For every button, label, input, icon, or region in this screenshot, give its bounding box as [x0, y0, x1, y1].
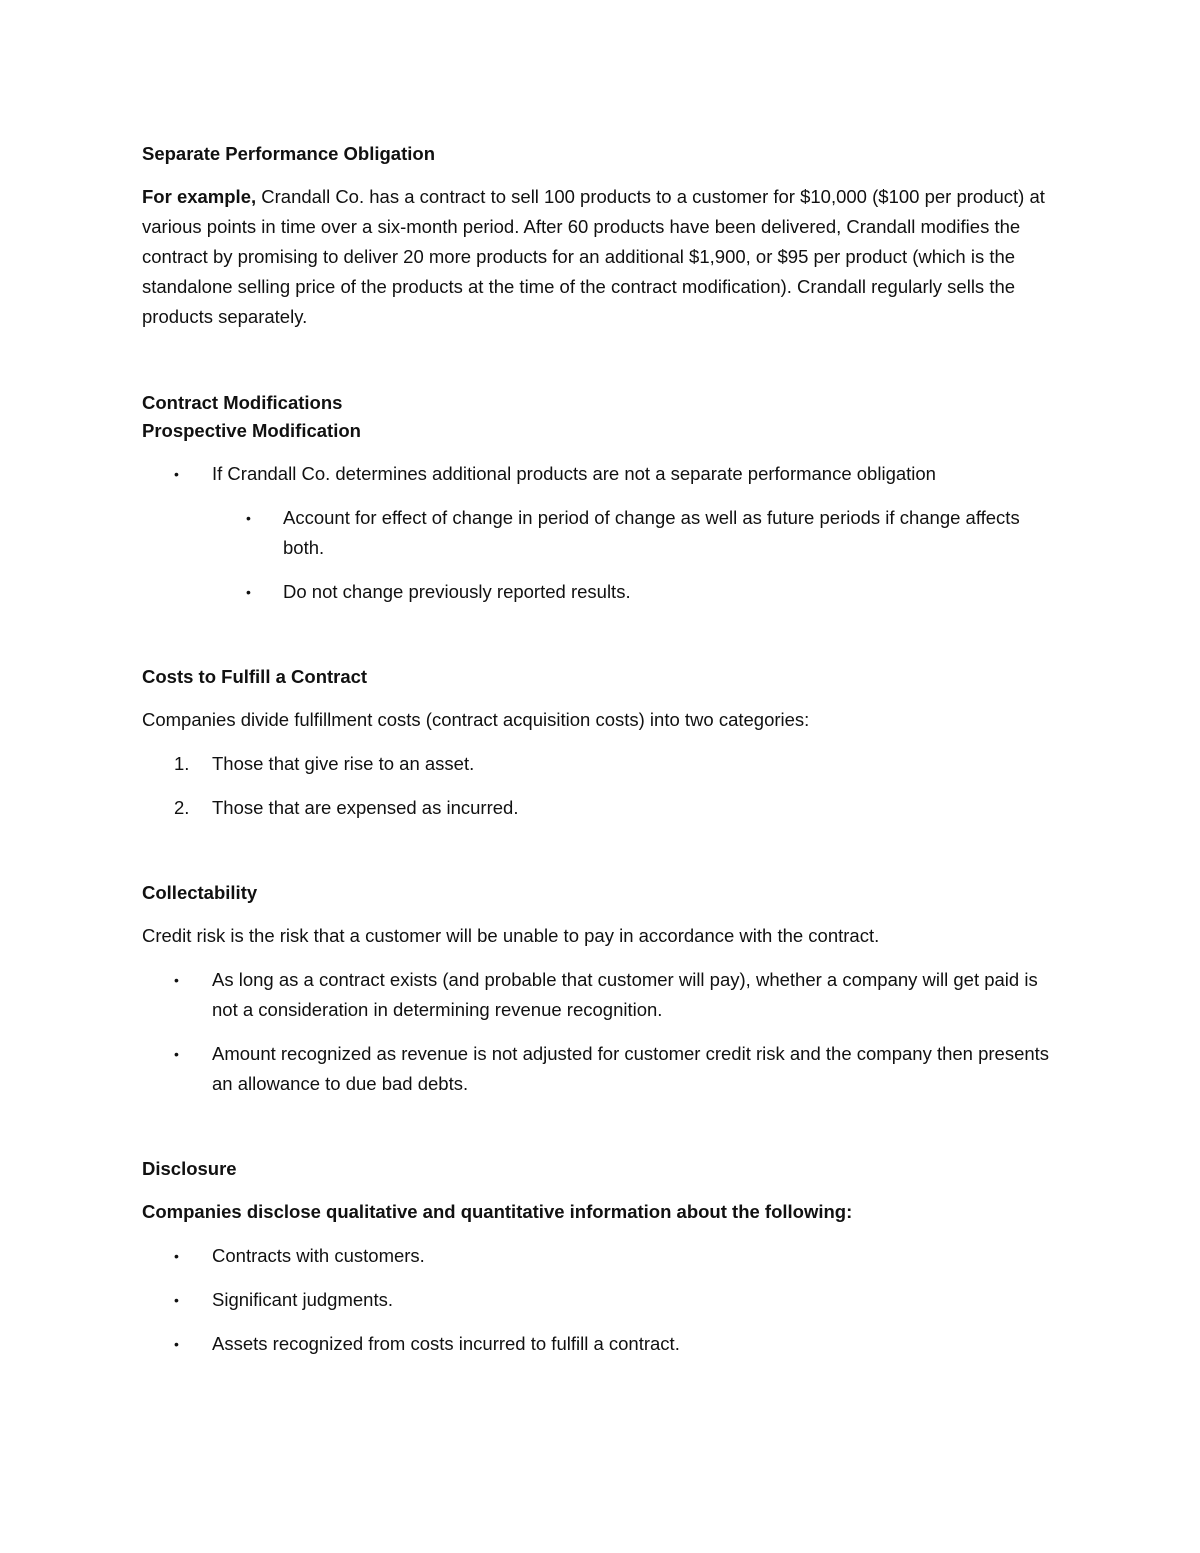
heading-contract-modifications: Contract Modifications	[142, 392, 343, 413]
list-item-text: Those that give rise to an asset.	[212, 753, 475, 774]
example-paragraph	[142, 182, 1062, 332]
heading-separate-performance-obligation: Separate Performance Obligation	[142, 143, 436, 164]
disclosure-intro: Companies disclose qualitative and quantitative information about the following:	[142, 1201, 853, 1222]
bullet-icon: •	[174, 466, 179, 482]
bullet-icon: •	[174, 1292, 179, 1308]
collectability-intro: Credit risk is the risk that a customer will be unable to pay in accordance with the contract.	[142, 925, 880, 946]
bullet-icon: •	[174, 1248, 179, 1264]
bullet-icon: •	[174, 972, 179, 988]
list-item	[142, 1039, 1062, 1099]
list-item-text: Account for effect of change in period of change as well as future periods if change affects both.	[283, 507, 1020, 558]
bullet-icon: •	[246, 510, 251, 526]
list-item	[142, 1329, 1062, 1359]
costs-list	[142, 749, 1062, 823]
heading-disclosure: Disclosure	[142, 1158, 237, 1179]
disclosure-list	[142, 1241, 1062, 1359]
heading-costs-to-fulfill: Costs to Fulfill a Contract	[142, 666, 368, 687]
subheading-prospective-modification: Prospective Modification	[142, 420, 361, 441]
bullet-icon: •	[246, 584, 251, 600]
bullet-icon: •	[174, 1046, 179, 1062]
costs-intro: Companies divide fulfillment costs (contract acquisition costs) into two categories:	[142, 709, 810, 730]
list-number: 2.	[174, 797, 190, 818]
list-item-text: Those that are expensed as incurred.	[212, 797, 519, 818]
list-item-text: If Crandall Co. determines additional products are not a separate performance obligation	[212, 463, 936, 484]
list-item-text: Assets recognized from costs incurred to fulfill a contract.	[212, 1333, 680, 1354]
list-number: 1.	[174, 753, 190, 774]
list-item	[142, 793, 1062, 823]
list-item	[142, 1285, 1062, 1315]
list-item	[142, 503, 1062, 563]
bullet-icon: •	[174, 1336, 179, 1352]
list-item-text: Contracts with customers.	[212, 1245, 425, 1266]
list-item-text: As long as a contract exists (and probable that customer will pay), whether a company will get paid is not a consideration in determining revenue recognition.	[212, 969, 1038, 1020]
list-item	[142, 965, 1062, 1025]
list-item	[142, 459, 1062, 489]
list-item	[142, 749, 1062, 779]
document-body	[142, 140, 1062, 1359]
heading-collectability: Collectability	[142, 882, 258, 903]
example-lead: For example,	[142, 186, 257, 207]
list-item-text: Significant judgments.	[212, 1289, 393, 1310]
example-text: Crandall Co. has a contract to sell 100 products to a customer for $10,000 ($100 per product) at various points in time over a six-month period. After 60 products have been delivered, Crandall modifies the contract by promising to deliver 20 more products for an additional $1,900, or $95 per product (which is the standalone selling price of the products at the time of the contract modification). Crandall regularly sells the products separately.	[142, 186, 1045, 327]
list-item-text: Do not change previously reported results.	[283, 581, 631, 602]
list-item-text: Amount recognized as revenue is not adjusted for customer credit risk and the company then presents an allowance to due bad debts.	[212, 1043, 1050, 1094]
list-item	[142, 577, 1062, 607]
modification-list	[142, 459, 1062, 607]
list-item	[142, 1241, 1062, 1271]
collectability-list	[142, 965, 1062, 1099]
